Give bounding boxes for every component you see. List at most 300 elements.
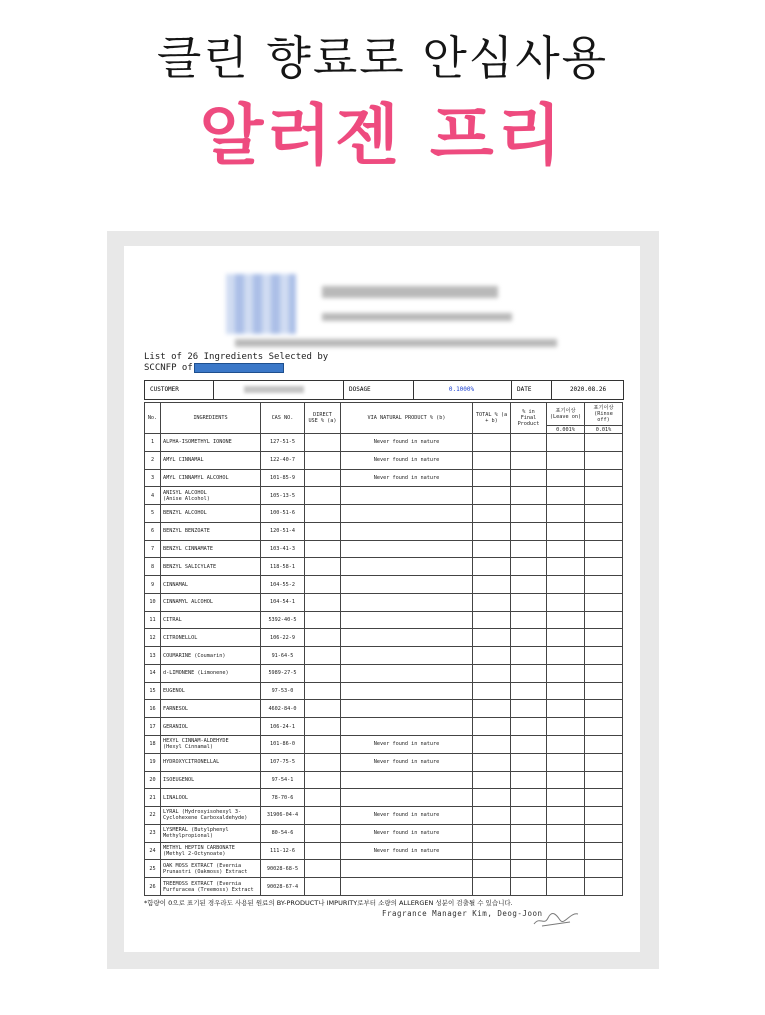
table-row bbox=[145, 664, 623, 682]
row-final-product bbox=[511, 469, 547, 487]
row-cas: 78-70-6 bbox=[261, 789, 305, 807]
row-rinse-off bbox=[585, 505, 623, 523]
table-row bbox=[145, 718, 623, 736]
row-no: 14 bbox=[145, 664, 161, 682]
table-row bbox=[145, 505, 623, 523]
ingredient-name: HYDROXYCITRONELLAL bbox=[163, 759, 220, 766]
row-ingredient bbox=[161, 540, 261, 558]
table-row bbox=[145, 789, 623, 807]
row-leave-on bbox=[547, 789, 585, 807]
row-cas: 31906-04-4 bbox=[261, 807, 305, 825]
row-via-natural: Never found in nature bbox=[341, 842, 473, 860]
row-direct-use bbox=[305, 807, 341, 825]
row-via-natural bbox=[341, 647, 473, 665]
sccnfp-highlight bbox=[194, 363, 284, 373]
row-no: 7 bbox=[145, 540, 161, 558]
row-via-natural bbox=[341, 593, 473, 611]
row-direct-use bbox=[305, 842, 341, 860]
row-final-product bbox=[511, 860, 547, 878]
row-cas: 103-41-3 bbox=[261, 540, 305, 558]
row-total bbox=[473, 878, 511, 896]
row-total bbox=[473, 860, 511, 878]
row-leave-on bbox=[547, 593, 585, 611]
row-via-natural bbox=[341, 611, 473, 629]
row-via-natural bbox=[341, 878, 473, 896]
row-leave-on bbox=[547, 558, 585, 576]
table-row bbox=[145, 753, 623, 771]
row-cas: 101-85-9 bbox=[261, 469, 305, 487]
manager-signature-line: Fragrance Manager Kim, Deog-Joon bbox=[382, 909, 543, 918]
blurred-customer bbox=[244, 386, 304, 393]
row-total bbox=[473, 789, 511, 807]
row-via-natural bbox=[341, 718, 473, 736]
row-total bbox=[473, 540, 511, 558]
row-final-product bbox=[511, 487, 547, 505]
headline-allergen-free: 알러젠 프리 bbox=[199, 97, 566, 174]
ingredient-alt-name: (Anise Alcohol) bbox=[163, 495, 210, 502]
row-no: 5 bbox=[145, 505, 161, 523]
row-final-product bbox=[511, 611, 547, 629]
row-rinse-off bbox=[585, 593, 623, 611]
row-direct-use bbox=[305, 451, 341, 469]
row-leave-on bbox=[547, 487, 585, 505]
row-via-natural: Never found in nature bbox=[341, 753, 473, 771]
row-leave-on bbox=[547, 664, 585, 682]
ingredient-name: BENZYL ALCOHOL bbox=[163, 510, 207, 517]
dosage-value: 0.1000% bbox=[413, 381, 509, 399]
row-leave-on bbox=[547, 505, 585, 523]
row-total bbox=[473, 451, 511, 469]
row-rinse-off bbox=[585, 789, 623, 807]
row-final-product bbox=[511, 647, 547, 665]
row-final-product bbox=[511, 522, 547, 540]
row-no: 12 bbox=[145, 629, 161, 647]
row-leave-on bbox=[547, 434, 585, 452]
row-direct-use bbox=[305, 682, 341, 700]
row-cas: 90028-68-5 bbox=[261, 860, 305, 878]
row-final-product bbox=[511, 824, 547, 842]
row-total bbox=[473, 629, 511, 647]
row-leave-on bbox=[547, 647, 585, 665]
row-ingredient bbox=[161, 647, 261, 665]
row-total bbox=[473, 505, 511, 523]
row-final-product bbox=[511, 682, 547, 700]
row-direct-use bbox=[305, 824, 341, 842]
row-direct-use bbox=[305, 700, 341, 718]
row-rinse-off bbox=[585, 824, 623, 842]
table-row bbox=[145, 558, 623, 576]
footnote: *함량이 0으로 표기된 경우라도 사용된 원료의 BY-PRODUCT나 IMPURITY로부터 소량의 ALLERGEN 성분이 검출될 수 있습니다. bbox=[144, 899, 513, 907]
row-cas: 122-40-7 bbox=[261, 451, 305, 469]
row-rinse-off bbox=[585, 860, 623, 878]
blurred-address bbox=[322, 313, 512, 321]
row-direct-use bbox=[305, 576, 341, 594]
row-total bbox=[473, 593, 511, 611]
row-via-natural bbox=[341, 860, 473, 878]
table-row bbox=[145, 593, 623, 611]
row-ingredient bbox=[161, 505, 261, 523]
row-rinse-off bbox=[585, 736, 623, 754]
blurred-contact bbox=[235, 339, 557, 347]
row-ingredient bbox=[161, 664, 261, 682]
row-leave-on bbox=[547, 736, 585, 754]
row-total bbox=[473, 522, 511, 540]
table-row bbox=[145, 647, 623, 665]
ingredient-name: OAK MOSS EXTRACT (Evernia bbox=[163, 862, 242, 869]
row-cas: 4602-84-0 bbox=[261, 700, 305, 718]
header-final-product: % in Final Product bbox=[511, 403, 547, 434]
row-direct-use bbox=[305, 753, 341, 771]
row-leave-on bbox=[547, 522, 585, 540]
date-value: 2020.08.26 bbox=[551, 381, 624, 399]
row-rinse-off bbox=[585, 469, 623, 487]
row-no: 18 bbox=[145, 736, 161, 754]
blurred-company-name bbox=[322, 286, 498, 298]
row-direct-use bbox=[305, 611, 341, 629]
header-via-natural: VIA NATURAL PRODUCT % (b) bbox=[341, 403, 473, 434]
row-leave-on bbox=[547, 824, 585, 842]
row-no: 20 bbox=[145, 771, 161, 789]
row-rinse-off bbox=[585, 771, 623, 789]
header-leave-on: 표기이상 (Leave on) bbox=[547, 403, 585, 426]
row-ingredient bbox=[161, 434, 261, 452]
ingredient-name: BENZYL CINNAMATE bbox=[163, 545, 213, 552]
ingredient-name: CITRAL bbox=[163, 617, 182, 624]
row-no: 1 bbox=[145, 434, 161, 452]
row-via-natural: Never found in nature bbox=[341, 736, 473, 754]
row-rinse-off bbox=[585, 842, 623, 860]
row-total bbox=[473, 771, 511, 789]
row-cas: 91-64-5 bbox=[261, 647, 305, 665]
row-final-product bbox=[511, 451, 547, 469]
row-total bbox=[473, 807, 511, 825]
ingredient-alt-name: (Methyl 2-Octynoate) bbox=[163, 850, 226, 857]
row-leave-on bbox=[547, 700, 585, 718]
row-rinse-off bbox=[585, 611, 623, 629]
row-ingredient bbox=[161, 593, 261, 611]
row-no: 25 bbox=[145, 860, 161, 878]
row-total bbox=[473, 434, 511, 452]
row-ingredient bbox=[161, 611, 261, 629]
row-leave-on bbox=[547, 629, 585, 647]
row-leave-on bbox=[547, 842, 585, 860]
ingredient-name: ANISYL ALCOHOL bbox=[163, 489, 207, 496]
row-cas: 111-12-6 bbox=[261, 842, 305, 860]
table-row bbox=[145, 469, 623, 487]
ingredient-name: LINALOOL bbox=[163, 794, 188, 801]
row-total bbox=[473, 558, 511, 576]
row-rinse-off bbox=[585, 664, 623, 682]
info-row bbox=[144, 380, 624, 400]
row-rinse-off bbox=[585, 522, 623, 540]
row-total bbox=[473, 824, 511, 842]
ingredient-name: EUGENOL bbox=[163, 688, 185, 695]
table-row bbox=[145, 807, 623, 825]
list-title: List of 26 Ingredients Selected by bbox=[144, 352, 329, 362]
row-final-product bbox=[511, 576, 547, 594]
header-rinse-off: 표기이상 (Rinse off) bbox=[585, 403, 623, 426]
table-row bbox=[145, 434, 623, 452]
row-cas: 90028-67-4 bbox=[261, 878, 305, 896]
ingredient-name: FARNESOL bbox=[163, 705, 188, 712]
header-cas: CAS NO. bbox=[261, 403, 305, 434]
row-direct-use bbox=[305, 469, 341, 487]
table-row bbox=[145, 540, 623, 558]
row-no: 2 bbox=[145, 451, 161, 469]
row-direct-use bbox=[305, 736, 341, 754]
header-direct-use: DIRECT USE % (a) bbox=[305, 403, 341, 434]
row-total bbox=[473, 647, 511, 665]
row-ingredient bbox=[161, 558, 261, 576]
row-leave-on bbox=[547, 860, 585, 878]
row-direct-use bbox=[305, 647, 341, 665]
row-direct-use bbox=[305, 487, 341, 505]
row-ingredient bbox=[161, 771, 261, 789]
rinse-off-threshold: 0.01% bbox=[585, 426, 623, 434]
row-final-product bbox=[511, 434, 547, 452]
row-cas: 127-51-5 bbox=[261, 434, 305, 452]
table-row bbox=[145, 487, 623, 505]
header-no: No. bbox=[145, 403, 161, 434]
row-leave-on bbox=[547, 682, 585, 700]
row-ingredient bbox=[161, 469, 261, 487]
row-direct-use bbox=[305, 860, 341, 878]
row-via-natural bbox=[341, 540, 473, 558]
row-leave-on bbox=[547, 807, 585, 825]
row-final-product bbox=[511, 629, 547, 647]
row-direct-use bbox=[305, 558, 341, 576]
row-no: 3 bbox=[145, 469, 161, 487]
row-total bbox=[473, 842, 511, 860]
row-final-product bbox=[511, 771, 547, 789]
row-cas: 80-54-6 bbox=[261, 824, 305, 842]
row-ingredient bbox=[161, 860, 261, 878]
row-cas: 104-54-1 bbox=[261, 593, 305, 611]
ingredient-name: CINNAMYL ALCOHOL bbox=[163, 599, 213, 606]
ingredient-name: d-LIMONENE (Limonene) bbox=[163, 670, 229, 677]
row-direct-use bbox=[305, 789, 341, 807]
row-rinse-off bbox=[585, 700, 623, 718]
row-rinse-off bbox=[585, 682, 623, 700]
table-row bbox=[145, 736, 623, 754]
ingredient-name: HEXYL CINNAM-ALDEHYDE bbox=[163, 738, 229, 745]
ingredient-name: LYSMERAL (Butylphenyl bbox=[163, 827, 229, 834]
row-no: 8 bbox=[145, 558, 161, 576]
row-no: 11 bbox=[145, 611, 161, 629]
row-via-natural bbox=[341, 771, 473, 789]
table-row bbox=[145, 451, 623, 469]
row-leave-on bbox=[547, 611, 585, 629]
row-no: 6 bbox=[145, 522, 161, 540]
row-cas: 105-13-5 bbox=[261, 487, 305, 505]
row-via-natural: Never found in nature bbox=[341, 807, 473, 825]
row-direct-use bbox=[305, 771, 341, 789]
ingredient-name: GERANIOL bbox=[163, 723, 188, 730]
row-direct-use bbox=[305, 718, 341, 736]
row-rinse-off bbox=[585, 753, 623, 771]
row-via-natural bbox=[341, 487, 473, 505]
row-cas: 106-22-9 bbox=[261, 629, 305, 647]
row-leave-on bbox=[547, 469, 585, 487]
row-no: 21 bbox=[145, 789, 161, 807]
table-row bbox=[145, 611, 623, 629]
row-no: 22 bbox=[145, 807, 161, 825]
row-direct-use bbox=[305, 593, 341, 611]
row-no: 15 bbox=[145, 682, 161, 700]
table-row bbox=[145, 824, 623, 842]
dosage-label: DOSAGE bbox=[343, 381, 419, 399]
company-logo-blurred bbox=[226, 274, 296, 334]
ingredient-name: ALPHA-ISOMETHYL IONONE bbox=[163, 439, 232, 446]
row-no: 17 bbox=[145, 718, 161, 736]
row-total bbox=[473, 682, 511, 700]
row-final-product bbox=[511, 736, 547, 754]
row-via-natural: Never found in nature bbox=[341, 824, 473, 842]
row-final-product bbox=[511, 700, 547, 718]
row-cas: 106-24-1 bbox=[261, 718, 305, 736]
row-cas: 104-55-2 bbox=[261, 576, 305, 594]
row-rinse-off bbox=[585, 487, 623, 505]
row-rinse-off bbox=[585, 540, 623, 558]
row-direct-use bbox=[305, 878, 341, 896]
row-ingredient bbox=[161, 576, 261, 594]
row-ingredient bbox=[161, 807, 261, 825]
allergen-table bbox=[144, 402, 623, 896]
row-cas: 118-58-1 bbox=[261, 558, 305, 576]
row-rinse-off bbox=[585, 647, 623, 665]
row-via-natural bbox=[341, 682, 473, 700]
ingredient-name: COUMARINE (Coumarin) bbox=[163, 652, 226, 659]
row-no: 23 bbox=[145, 824, 161, 842]
row-total bbox=[473, 611, 511, 629]
row-ingredient bbox=[161, 487, 261, 505]
row-cas: 107-75-5 bbox=[261, 753, 305, 771]
row-leave-on bbox=[547, 771, 585, 789]
row-final-product bbox=[511, 540, 547, 558]
row-total bbox=[473, 700, 511, 718]
row-cas: 120-51-4 bbox=[261, 522, 305, 540]
row-direct-use bbox=[305, 664, 341, 682]
table-row bbox=[145, 878, 623, 896]
ingredient-alt-name: (Hexyl Cinnamal) bbox=[163, 744, 213, 751]
row-no: 13 bbox=[145, 647, 161, 665]
headline: 클린 향료로 안심사용 bbox=[156, 31, 609, 85]
row-no: 19 bbox=[145, 753, 161, 771]
table-row bbox=[145, 700, 623, 718]
row-via-natural bbox=[341, 522, 473, 540]
ingredient-alt-name: Cyclohexene Carboxaldehyde) bbox=[163, 815, 248, 822]
row-direct-use bbox=[305, 522, 341, 540]
row-no: 24 bbox=[145, 842, 161, 860]
ingredient-name: METHYL HEPTIN CARBONATE bbox=[163, 844, 235, 851]
row-leave-on bbox=[547, 576, 585, 594]
row-via-natural bbox=[341, 629, 473, 647]
row-rinse-off bbox=[585, 576, 623, 594]
row-direct-use bbox=[305, 540, 341, 558]
row-ingredient bbox=[161, 753, 261, 771]
ingredient-name: BENZYL SALICYLATE bbox=[163, 563, 217, 570]
row-final-product bbox=[511, 593, 547, 611]
row-ingredient bbox=[161, 736, 261, 754]
row-via-natural bbox=[341, 664, 473, 682]
ingredient-name: ISOEUGENOL bbox=[163, 776, 195, 783]
row-final-product bbox=[511, 664, 547, 682]
ingredient-name: AMYL CINNAMAL bbox=[163, 457, 204, 464]
leave-on-threshold: 0.001% bbox=[547, 426, 585, 434]
row-ingredient bbox=[161, 451, 261, 469]
ingredient-name: CINNAMAL bbox=[163, 581, 188, 588]
row-via-natural bbox=[341, 789, 473, 807]
row-ingredient bbox=[161, 842, 261, 860]
ingredient-alt-name: Furfuracea (Treemoss) Extract bbox=[163, 886, 254, 893]
row-final-product bbox=[511, 505, 547, 523]
ingredient-name: AMYL CINNAMYL ALCOHOL bbox=[163, 474, 229, 481]
row-leave-on bbox=[547, 878, 585, 896]
row-no: 9 bbox=[145, 576, 161, 594]
row-cas: 101-86-0 bbox=[261, 736, 305, 754]
row-rinse-off bbox=[585, 558, 623, 576]
handwritten-signature bbox=[530, 904, 582, 932]
row-cas: 5989-27-5 bbox=[261, 664, 305, 682]
row-rinse-off bbox=[585, 878, 623, 896]
row-no: 16 bbox=[145, 700, 161, 718]
row-direct-use bbox=[305, 434, 341, 452]
row-ingredient bbox=[161, 682, 261, 700]
sccnfp-label: SCCNFP of bbox=[144, 363, 193, 373]
row-ingredient bbox=[161, 718, 261, 736]
ingredient-name: LYRAL (Hydroxyisohexyl 3- bbox=[163, 809, 242, 816]
row-rinse-off bbox=[585, 451, 623, 469]
row-total bbox=[473, 576, 511, 594]
header-ingredients: INGREDIENTS bbox=[161, 403, 261, 434]
ingredient-alt-name: Prunastri (Oakmoss) Extract bbox=[163, 868, 248, 875]
row-cas: 5392-40-5 bbox=[261, 611, 305, 629]
ingredient-name: BENZYL BENZOATE bbox=[163, 528, 210, 535]
table-row bbox=[145, 629, 623, 647]
row-final-product bbox=[511, 718, 547, 736]
row-direct-use bbox=[305, 629, 341, 647]
row-total bbox=[473, 664, 511, 682]
row-ingredient bbox=[161, 700, 261, 718]
row-total bbox=[473, 736, 511, 754]
row-final-product bbox=[511, 789, 547, 807]
row-final-product bbox=[511, 558, 547, 576]
table-row bbox=[145, 522, 623, 540]
row-rinse-off bbox=[585, 434, 623, 452]
row-ingredient bbox=[161, 824, 261, 842]
row-via-natural bbox=[341, 700, 473, 718]
ingredient-name: TREEMOSS EXTRACT (Evernia bbox=[163, 880, 242, 887]
row-leave-on bbox=[547, 753, 585, 771]
table-row bbox=[145, 860, 623, 878]
row-rinse-off bbox=[585, 807, 623, 825]
row-leave-on bbox=[547, 540, 585, 558]
row-total bbox=[473, 753, 511, 771]
row-no: 26 bbox=[145, 878, 161, 896]
row-via-natural bbox=[341, 558, 473, 576]
ingredient-alt-name: Methylpropional) bbox=[163, 833, 213, 840]
row-ingredient bbox=[161, 522, 261, 540]
allergen-rows bbox=[145, 434, 623, 896]
row-cas: 97-54-1 bbox=[261, 771, 305, 789]
row-leave-on bbox=[547, 718, 585, 736]
row-cas: 97-53-0 bbox=[261, 682, 305, 700]
row-final-product bbox=[511, 807, 547, 825]
row-final-product bbox=[511, 878, 547, 896]
table-row bbox=[145, 771, 623, 789]
row-cas: 100-51-6 bbox=[261, 505, 305, 523]
table-row bbox=[145, 576, 623, 594]
